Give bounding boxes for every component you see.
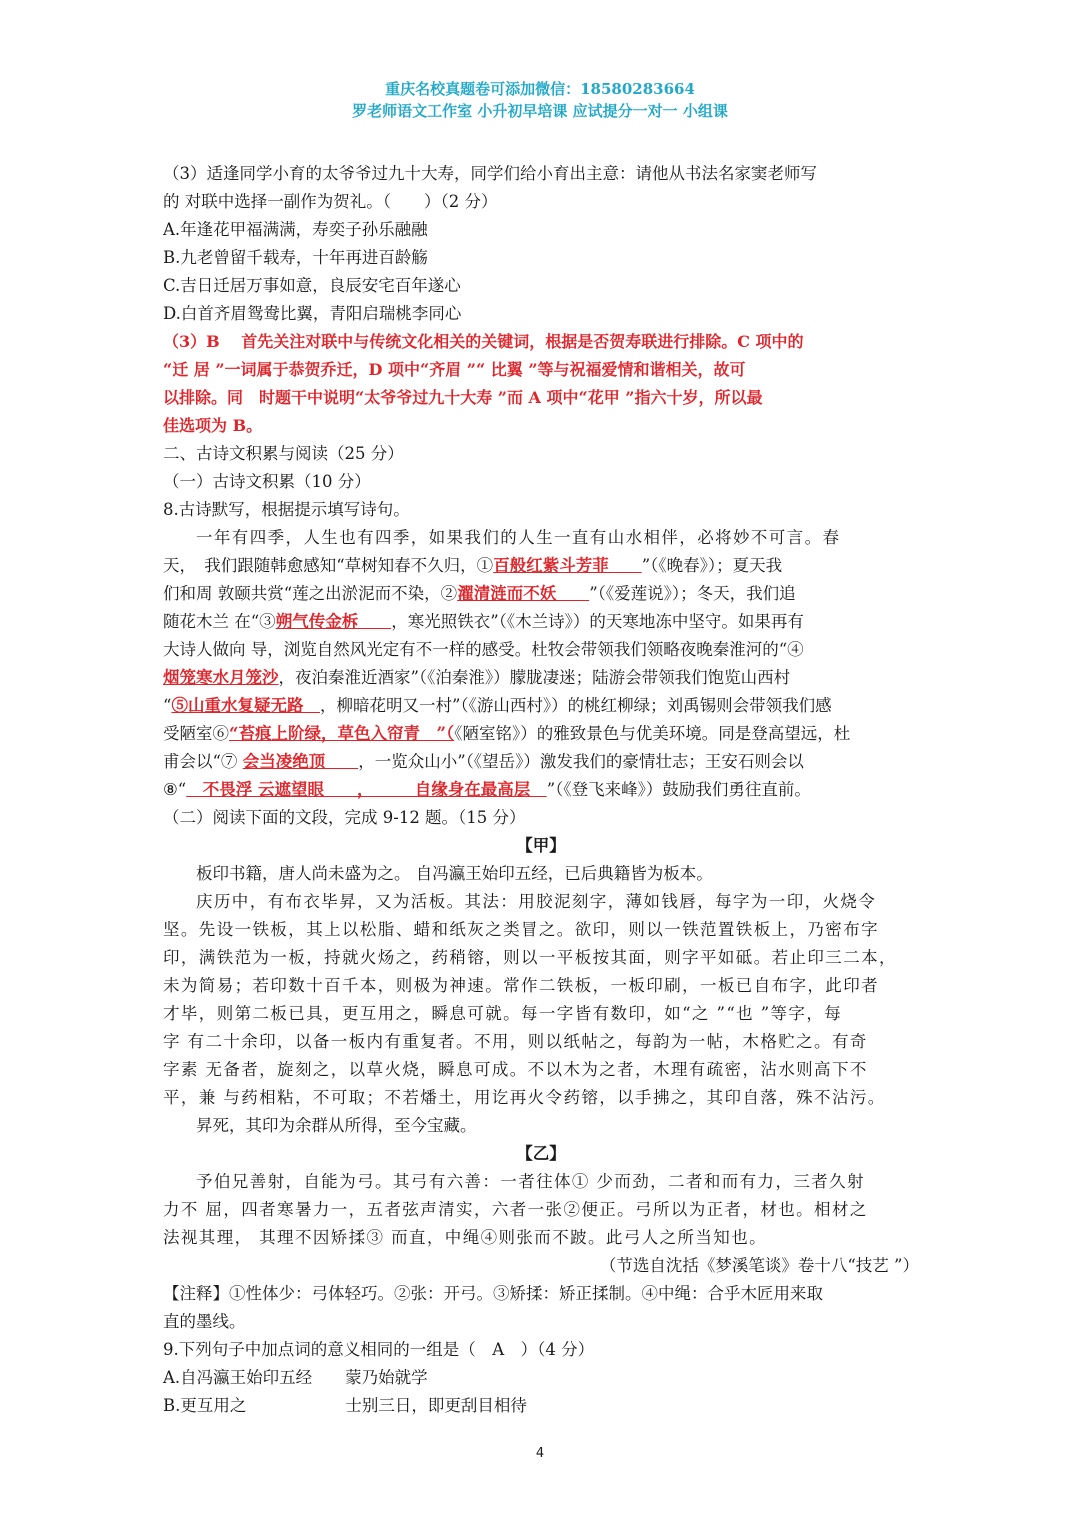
answer-fill-7: 会当凌绝顶 xyxy=(242,752,359,771)
answer-fill-2: 濯清涟而不妖 xyxy=(457,584,590,603)
annotation-line2: 直的墨线。 xyxy=(163,1312,246,1331)
document-body xyxy=(163,160,919,1420)
q9-stem: 9.下列句子中加点词的意义相同的一组是（ A ）（4 分） xyxy=(163,1340,595,1359)
poem-line xyxy=(163,552,919,580)
passage-a-line: 印，满铁范为一板，持就火炀之，药稍镕，则以一平板按其面，则字平如砥。若止印三二本， xyxy=(163,948,897,967)
passage-b-line: 法视其理， 其理不因矫揉③ 而直，中绳④则张而不跛。此弓人之所当知也。 xyxy=(163,1228,767,1247)
passage-b-line: 予伯兄善射，自能为弓。其弓有六善：一者往体① 少而劲，二者和而有力，三者久射 xyxy=(196,1172,865,1191)
passage-a-line: 字 有二十余印，以备一板内有重复者。不用，则以纸帖之，每韵为一帖，木格贮之。有奇 xyxy=(163,1032,868,1051)
poem-line xyxy=(163,636,919,664)
q3-option-b: B.九老曾留千载寿，十年再进百龄觞 xyxy=(163,248,428,267)
poem-text: ”（《爱莲说》）；冬天，我们追 xyxy=(589,584,796,603)
passage-a-line: 才毕，则第二板已具，更互用之，瞬息可就。每一字皆有数印，如“之 ”“也 ”等字，每 xyxy=(163,1004,843,1023)
poem-text: ，柳暗花明又一村”（《游山西村》）的桃红柳绿；刘禹锡则会带领我们感 xyxy=(319,696,832,715)
poem-text: ，夜泊秦淮近酒家”（《泊秦淮》）朦胧凄迷；陆游会带领我们饱览山西村 xyxy=(278,668,791,687)
answer-fill-3: 朔气传金柝 xyxy=(275,612,392,631)
q9-option-b: B.更互用之 士别三日，即更刮目相待 xyxy=(163,1396,527,1415)
poem-text: 们和周 敦颐共赏“莲之出淤泥而不染，② xyxy=(163,584,458,603)
poem-line xyxy=(163,580,919,608)
poem-text: 受陋室⑥ xyxy=(163,724,229,743)
answer-fill-4: 烟笼寒水月笼沙 xyxy=(163,668,279,687)
q3-option-a: A.年逢花甲福满满，寿奕子孙乐融融 xyxy=(163,220,428,239)
answer-fill-8: 不畏浮 云遮望眼 ， 自缘身在最高层 xyxy=(186,780,547,799)
poem-text: 甫会以“⑦ xyxy=(163,752,243,771)
section2-sub1: （一）古诗文积累（10 分） xyxy=(163,472,371,491)
passage-a-label: 【甲】 xyxy=(516,836,566,855)
poem-line xyxy=(163,524,919,552)
page-header xyxy=(0,78,1080,122)
poem-text: ，一览众山小”（《望岳》）激发我们的豪情壮志；王安石则会以 xyxy=(358,752,804,771)
q3-option-d: D.白首齐眉鸳鸯比翼，青阳启瑞桃李同心 xyxy=(163,304,462,323)
poem-text: ”（《晚春》）；夏天我 xyxy=(641,556,783,575)
poem-line xyxy=(163,692,919,720)
poem-text: ⑧“ xyxy=(163,780,187,799)
q3-answer-line3: 以排除。同 时题干中说明“太爷爷过九十大寿 ”而 A 项中“花甲 ”指六十岁，所以最 xyxy=(163,388,763,407)
poem-line xyxy=(163,748,919,776)
passage-b-line: 力不 屈，四者寒暑力一，五者弦声清实，六者一张②便正。弓所以为正者，材也。相材之 xyxy=(163,1200,868,1219)
poem-line xyxy=(163,720,919,748)
poem-text: ”（《登飞来峰》）鼓励我们勇往直前。 xyxy=(546,780,811,799)
poem-text: 随花木兰 在“③ xyxy=(163,612,276,631)
passage-a-para3: 昇死，其印为余群从所得，至今宝藏。 xyxy=(196,1116,477,1135)
passage-a-line: 未为简易；若印数十百千本，则极为神速。常作二铁板，一板印刷，一板已自布字，此印者 xyxy=(163,976,879,995)
poem-line xyxy=(163,664,919,692)
q3-option-c: C.吉日迁居万事如意，良辰安宅百年遂心 xyxy=(163,276,461,295)
page-number: 4 xyxy=(535,1446,545,1461)
passage-a-line: 字素 无备者，旋刻之，以草火烧，瞬息可成。不以木为之者，木理有疏密，沾水则高下不 xyxy=(163,1060,868,1079)
q8-stem: 8.古诗默写，根据提示填写诗句。 xyxy=(163,500,410,519)
passage-a-para1: 板印书籍，唐人尚未盛为之。 自冯瀛王始印五经，已后典籍皆为板本。 xyxy=(196,864,713,883)
answer-fill-5: ⑤山重水复疑无路 xyxy=(171,696,320,715)
answer-fill-1: 百般红紫斗芳菲 xyxy=(493,556,642,575)
passage-b-source: （节选自沈括《梦溪笔谈》卷十八“技艺 ”） xyxy=(599,1256,919,1275)
answer-fill-6: “苔痕上阶绿，草色入帘青 ”（ xyxy=(229,724,455,743)
q3-stem-line2: 的 对联中选择一副作为贺礼。（ ）（2 分） xyxy=(163,192,498,211)
q9-option-a: A.自冯瀛王始印五经 蒙乃始就学 xyxy=(163,1368,428,1387)
poem-text: ，寒光照铁衣”（《木兰诗》）的天寒地冻中坚守。如果再有 xyxy=(391,612,804,631)
poem-text: “ xyxy=(163,696,172,715)
poem-text: 天， 我们跟随韩愈感知“草树知春不久归，① xyxy=(163,556,494,575)
passage-a-line: 庆历中，有布衣毕昇，又为活板。其法：用胶泥刻字，薄如钱唇，每字为一印，火烧令 xyxy=(196,892,877,911)
header-line-1: 重庆名校真题卷可添加微信：18580283664 xyxy=(385,80,695,98)
passage-b-label: 【乙】 xyxy=(516,1144,566,1163)
poem-text: 一年有四季，人生也有四季，如果我们的人生一直有山水相伴，必将妙不可言。春 xyxy=(196,528,841,547)
header-line-2: 罗老师语文工作室 小升初早培课 应试提分一对一 小组课 xyxy=(352,102,728,120)
passage-a-line: 坚。先设一铁板，其上以松脂、蜡和纸灰之类冒之。欲印，则以一铁范置铁板上，乃密布字 xyxy=(163,920,879,939)
poem-text: 《陋室铭》）的雅致景色与优美环境。同是登高望远，杜 xyxy=(454,724,851,743)
annotation-line1: 【注释】①性体少：弓体轻巧。②张：开弓。③矫揉：矫正揉制。④中绳：合乎木匠用来取 xyxy=(163,1284,823,1303)
poem-passage xyxy=(163,524,919,804)
q3-stem-line1: （3）适逢同学小育的太爷爷过九十大寿，同学们给小育出主意：请他从书法名家窦老师写 xyxy=(163,164,817,183)
poem-text: 大诗人做向 导，浏览自然风光定有不一样的感受。杜牧会带领我们领略夜晚秦淮河的“④ xyxy=(163,640,804,659)
section2-sub2: （二）阅读下面的文段，完成 9-12 题。（15 分） xyxy=(163,808,526,827)
q3-answer-line4: 佳选项为 B。 xyxy=(163,416,263,435)
q3-answer-line2: “迁 居 ”一词属于恭贺乔迁，D 项中“齐眉 ”“ 比翼 ”等与祝福爱情和谐相关，故可 xyxy=(163,360,746,379)
section2-title: 二、古诗文积累与阅读（25 分） xyxy=(163,444,404,463)
passage-a-line: 平，兼 与药相粘，不可取；不若燔土，用讫再火令药镕，以手拂之，其印自落，殊不沾污。 xyxy=(163,1088,886,1107)
q3-answer-line1: （3）B 首先关注对联中与传统文化相关的关键词，根据是否贺寿联进行排除。C 项中的 xyxy=(163,332,804,351)
poem-line xyxy=(163,776,919,804)
poem-line xyxy=(163,608,919,636)
